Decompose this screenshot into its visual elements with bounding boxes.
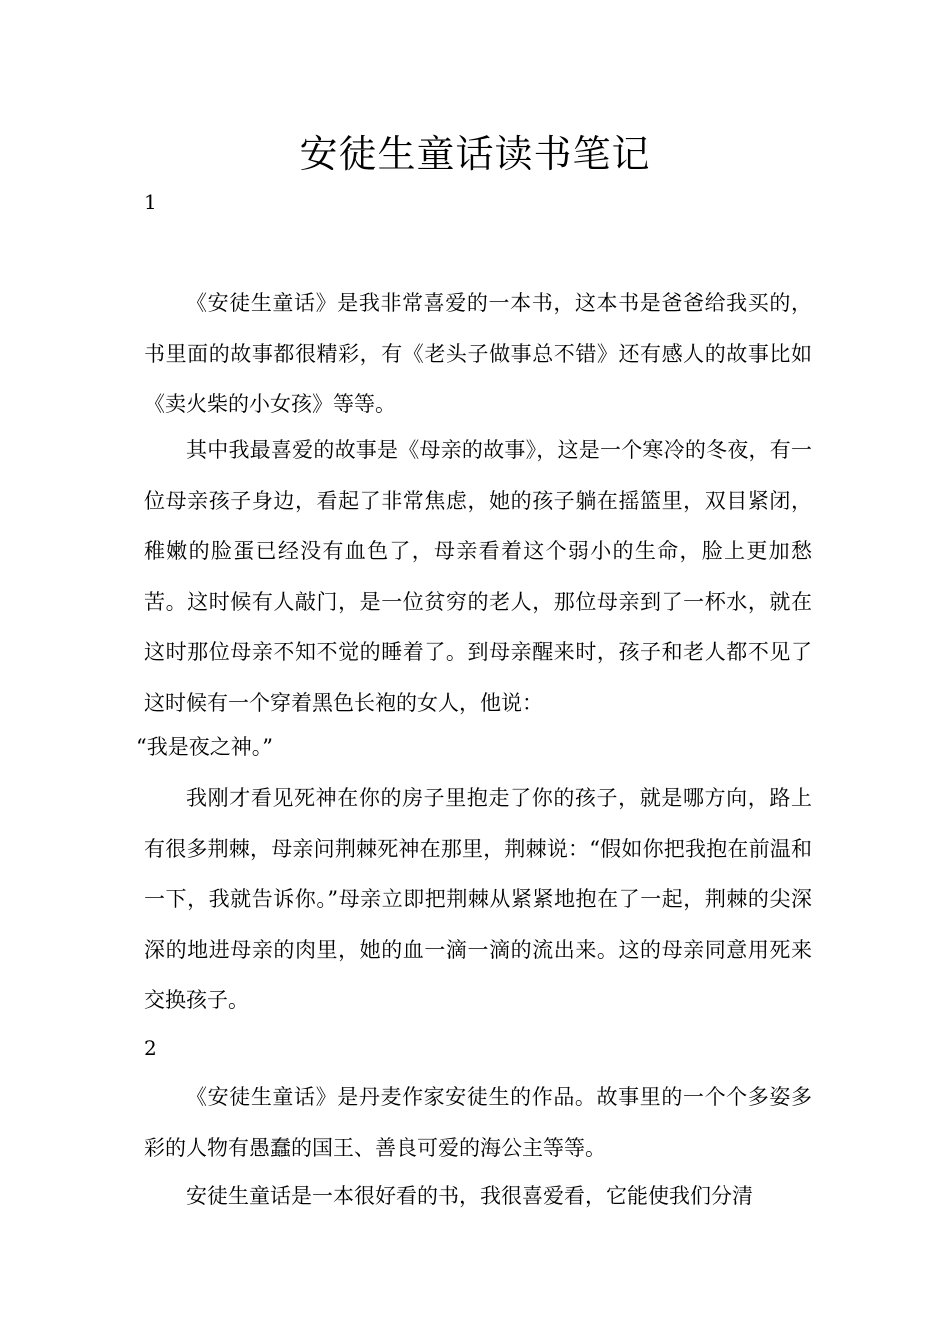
paragraph-thorns: 我刚才看见死神在你的房子里抱走了你的孩子，就是哪方向，路上有很多荆棘，母亲问荆棘死神在那里，荆棘说：“假如你把我抱在前温和一下，我就告诉你。”母亲立即把荆棘从紧紧地抱在了一起，荆棘的尖深深的地进母亲的肉里，她的血一滴一滴的流出来。这的母亲同意用死来交换孩子。 [144,786,812,1012]
paragraph-andersen-works: 《安徒生童话》是丹麦作家安徒生的作品。故事里的一个个多姿多彩的人物有愚蠢的国王、善良可爱的海公主等等。 [144,1085,812,1160]
section-number-2: 2 [144,1036,157,1060]
section-number-1: 1 [144,190,157,214]
document-title: 安徒生童话读书笔记 [299,132,651,176]
paragraph-good-book: 安徒生童话是一本很好看的书，我很喜爱看，它能使我们分清 [186,1184,753,1208]
paragraph-intro: 《安徒生童话》是我非常喜爱的一本书，这本书是爸爸给我买的，书里面的故事都很精彩，有《老头子做事总不错》还有感人的故事比如《卖火柴的小女孩》等等。 [144,291,812,416]
paragraph-night-god-quote: “我是夜之神。” [136,735,273,759]
paragraph-mother-story: 其中我最喜爱的故事是《母亲的故事》，这是一个寒冷的冬夜，有一位母亲孩子身边，看起了非常焦虑，她的孩子躺在摇篮里，双目紧闭，稚嫩的脸蛋已经没有血色了，母亲看着这个弱小的生命，脸上更加愁苦。这时候有人敲门，是一位贫穷的老人，那位母亲到了一杯水，就在这时那位母亲不知不觉的睡着了。到母亲醒来时，孩子和老人都不见了这时候有一个穿着黑色长袍的女人，他说： [144,438,812,715]
